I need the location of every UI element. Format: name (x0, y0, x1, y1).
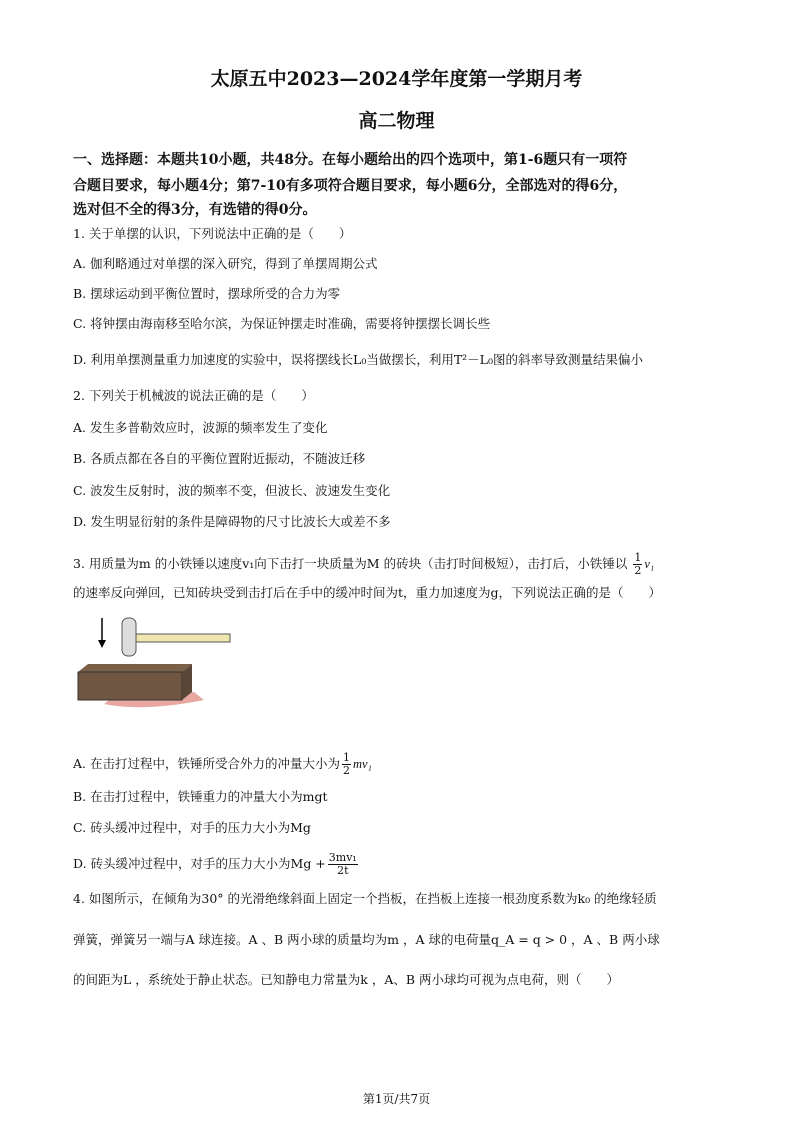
q1-option-b: B. 摆球运动到平衡位置时，摆球所受的合力为零 (73, 286, 341, 301)
numerator: 1 (634, 551, 642, 564)
q2-stem: 2. 下列关于机械波的说法正确的是（ ） (73, 388, 314, 403)
denominator: 2 (342, 764, 350, 777)
q4-line2: 弹簧，弹簧另一端与A 球连接。A 、B 两小球的质量均为m ，A 球的电荷量q_A = q > 0 ，A 、B 两小球 (73, 932, 660, 947)
q4-line1: 4. 如图所示，在倾角为30° 的光滑绝缘斜面上固定一个挡板，在挡板上连接一根劲度系数为k₀ 的绝缘轻质 (73, 891, 657, 906)
q3-option-d (73, 852, 360, 877)
subject-title: 高二物理 (358, 110, 435, 132)
q3-option-d-text: D. 砖头缓冲过程中，对手的压力大小为Mg + (73, 856, 326, 871)
hammer-head (122, 618, 136, 656)
q4-line3: 的间距为L ，系统处于静止状态。已知静电力常量为k ，A、B 两小球均可视为点电荷，则（ ） (73, 972, 620, 987)
q3-option-b: B. 在击打过程中，铁锤重力的冲量大小为mgt (73, 789, 328, 804)
denominator: 2t (337, 864, 349, 877)
q2-option-c: C. 波发生反射时，波的频率不变，但波长、波速发生变化 (73, 483, 391, 498)
q3-option-a-math: mv₁ (352, 757, 372, 771)
fraction-3mv1-over-2t (328, 852, 358, 877)
q3-option-a (73, 752, 372, 777)
q2-option-b: B. 各质点都在各自的平衡位置附近振动，不随波迁移 (73, 451, 366, 466)
arrow-head (98, 640, 106, 648)
exam-title: 太原五中2023—2024学年度第一学期月考 (210, 68, 583, 90)
q3-option-a-text: A. 在击打过程中，铁锤所受合外力的冲量大小为 (73, 756, 340, 771)
q2-option-a: A. 发生多普勒效应时，波源的频率发生了变化 (73, 420, 328, 435)
q3-stem-line1 (73, 552, 654, 577)
q1-option-a: A. 伽利略通过对单摆的深入研究，得到了单摆周期公式 (73, 256, 378, 271)
section-instructions-1: 一、选择题：本题共10小题，共48分。在每小题给出的四个选项中，第1-6题只有一项符 (73, 152, 628, 168)
fraction-half (342, 752, 351, 777)
q1-option-c: C. 将钟摆由海南移至哈尔滨，为保证钟摆走时准确，需要将钟摆摆长调长些 (73, 316, 491, 331)
hammer-handle (126, 634, 230, 642)
denominator: 2 (634, 564, 642, 577)
page-footer: 第1页/共7页 (362, 1092, 431, 1106)
numerator: 3mv₁ (328, 851, 357, 864)
section-instructions-3: 选对但不全的得3分，有选错的得0分。 (73, 202, 317, 218)
numerator: 1 (342, 751, 350, 764)
q3-option-c: C. 砖头缓冲过程中，对手的压力大小为Mg (73, 820, 311, 835)
q1-stem: 1. 关于单摆的认识，下列说法中正确的是（ ） (73, 226, 352, 241)
section-instructions-2: 合题目要求，每小题4分；第7-10有多项符合题目要求，每小题6分，全部选对的得6分， (73, 178, 628, 194)
v1-symbol: v₁ (644, 557, 655, 571)
brick-top (78, 664, 192, 672)
q1-option-d: D. 利用单摆测量重力加速度的实验中，误将摆线长L₀当做摆长，利用T²－L₀图的斜率导致测量结果偏小 (73, 352, 643, 367)
q2-option-d: D. 发生明显衍射的条件是障碍物的尺寸比波长大或差不多 (73, 514, 391, 529)
q3-stem-line2: 的速率反向弹回，已知砖块受到击打后在手中的缓冲时间为t，重力加速度为g，下列说法正确的是（ ） (73, 585, 662, 600)
brick-front (78, 672, 182, 700)
fraction-half (633, 552, 642, 577)
q3-stem-text: 3. 用质量为m 的小铁锤以速度v₁向下击打一块质量为M 的砖块（击打时间极短），击打后，小铁锤以 (73, 556, 628, 571)
hammer-brick-figure (74, 612, 234, 712)
